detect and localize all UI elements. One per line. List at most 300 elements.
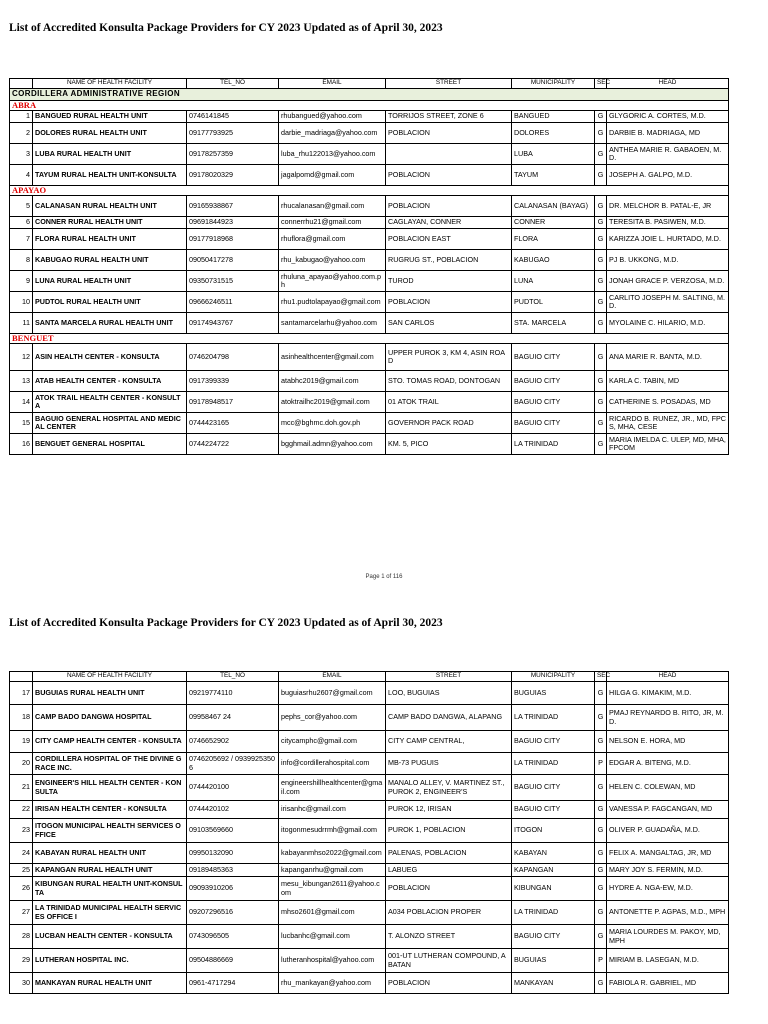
sector-cell: G — [595, 731, 607, 753]
tel-no-cell: 09178257359 — [187, 144, 279, 165]
street-cell: CAGLAYAN, CONNER — [386, 217, 512, 229]
municipality-cell: PUDTOL — [512, 292, 595, 313]
municipality-cell: ITOGON — [512, 819, 595, 843]
head-cell: FABIOLA R. GABRIEL, MD — [607, 973, 729, 994]
head-cell: DR. MELCHOR B. PATAL-E, JR — [607, 196, 729, 217]
municipality-cell: LUNA — [512, 271, 595, 292]
facility-name-cell: KABAYAN RURAL HEALTH UNIT — [33, 843, 187, 864]
facility-name-cell: CAMP BADO DANGWA HOSPITAL — [33, 705, 187, 731]
email-cell: connerrhu21@gmail.com — [279, 217, 386, 229]
email-cell: citycamphc@gmail.com — [279, 731, 386, 753]
table-row — [10, 371, 729, 392]
municipality-cell: LA TRINIDAD — [512, 434, 595, 455]
head-cell: HYDRE A. NGA-EW, M.D. — [607, 877, 729, 901]
page-title: List of Accredited Konsulta Package Providers for CY 2023 Updated as of April 30, 2023 — [9, 617, 443, 629]
sector-cell: G — [595, 705, 607, 731]
table-row — [10, 413, 729, 434]
province-header — [10, 101, 729, 111]
head-cell: JOSEPH A. GALPO, M.D. — [607, 165, 729, 186]
sector-cell: G — [595, 313, 607, 334]
email-cell: irisanhc@gmail.com — [279, 801, 386, 819]
sector-cell: G — [595, 801, 607, 819]
facility-name-cell: BAGUIO GENERAL HOSPITAL AND MEDICAL CENTER — [33, 413, 187, 434]
tel-no-cell: 09958467 24 — [187, 705, 279, 731]
tel-no-cell: 09177793925 — [187, 123, 279, 144]
head-cell: KARIZZA JOIE L. HURTADO, M.D. — [607, 229, 729, 250]
row-number-cell: 8 — [10, 250, 33, 271]
tel-no-cell: 09189485363 — [187, 864, 279, 877]
facility-name-cell: ENGINEER'S HILL HEALTH CENTER - KONSULTA — [33, 775, 187, 801]
street-cell: PUROK 12, IRISAN — [386, 801, 512, 819]
street-cell: POBLACION — [386, 123, 512, 144]
facility-name-cell: KABUGAO RURAL HEALTH UNIT — [33, 250, 187, 271]
tel-no-cell: 0746141845 — [187, 111, 279, 123]
header-email: EMAIL — [279, 79, 386, 89]
row-number-cell: 7 — [10, 229, 33, 250]
row-number-cell: 23 — [10, 819, 33, 843]
table-row — [10, 250, 729, 271]
street-cell: LOO, BUGUIAS — [386, 682, 512, 705]
tel-no-cell: 0744224722 — [187, 434, 279, 455]
tel-no-cell: 0746652902 — [187, 731, 279, 753]
facility-name-cell: LUBA RURAL HEALTH UNIT — [33, 144, 187, 165]
sector-cell: G — [595, 392, 607, 413]
street-cell: POBLACION — [386, 292, 512, 313]
head-cell: EDGAR A. BITENG, M.D. — [607, 753, 729, 775]
provider-table — [9, 78, 729, 455]
sector-cell: G — [595, 165, 607, 186]
sector-cell: G — [595, 344, 607, 371]
sector-cell: G — [595, 973, 607, 994]
tel-no-cell: 0961-4717294 — [187, 973, 279, 994]
row-number-cell: 14 — [10, 392, 33, 413]
row-number-cell: 22 — [10, 801, 33, 819]
head-cell: VANESSA P. FAGCANGAN, MD — [607, 801, 729, 819]
table-row — [10, 271, 729, 292]
head-cell: FELIX A. MANGALTAG, JR, MD — [607, 843, 729, 864]
email-cell: rhuflora@gmail.com — [279, 229, 386, 250]
province-header-label: ABRA — [10, 101, 729, 111]
header-facility: NAME OF HEALTH FACILITY — [33, 79, 187, 89]
facility-name-cell: BANGUED RURAL HEALTH UNIT — [33, 111, 187, 123]
row-number-cell: 9 — [10, 271, 33, 292]
email-cell: pephs_cor@yahoo.com — [279, 705, 386, 731]
tel-no-cell: 09093910206 — [187, 877, 279, 901]
table-row — [10, 949, 729, 973]
email-cell: kapanganrhu@gmail.com — [279, 864, 386, 877]
sector-cell: G — [595, 217, 607, 229]
facility-name-cell: PUDTOL RURAL HEALTH UNIT — [33, 292, 187, 313]
email-cell: engineershillhealthcenter@gmail.com — [279, 775, 386, 801]
facility-name-cell: CITY CAMP HEALTH CENTER - KONSULTA — [33, 731, 187, 753]
head-cell: ANA MARIE R. BANTA, M.D. — [607, 344, 729, 371]
street-cell: KM. 5, PICO — [386, 434, 512, 455]
sector-cell: G — [595, 371, 607, 392]
tel-no-cell: 0744420100 — [187, 775, 279, 801]
facility-name-cell: BENGUET GENERAL HOSPITAL — [33, 434, 187, 455]
table-row — [10, 973, 729, 994]
table-row — [10, 775, 729, 801]
facility-name-cell: ATOK TRAIL HEALTH CENTER - KONSULTA — [33, 392, 187, 413]
row-number-cell: 6 — [10, 217, 33, 229]
header-head: HEAD — [607, 79, 729, 89]
table-row — [10, 196, 729, 217]
street-cell: SAN CARLOS — [386, 313, 512, 334]
facility-name-cell: CONNER RURAL HEALTH UNIT — [33, 217, 187, 229]
province-header-label: BENGUET — [10, 334, 729, 344]
municipality-cell: FLORA — [512, 229, 595, 250]
facility-name-cell: CORDILLERA HOSPITAL OF THE DIVINE GRACE INC. — [33, 753, 187, 775]
sector-cell: G — [595, 877, 607, 901]
facility-name-cell: SANTA MARCELA RURAL HEALTH UNIT — [33, 313, 187, 334]
tel-no-cell: 0746205692 / 09399253506 — [187, 753, 279, 775]
head-cell: MYOLAINE C. HILARIO, M.D. — [607, 313, 729, 334]
head-cell: HILGA G. KIMAKIM, M.D. — [607, 682, 729, 705]
email-cell: rhu_mankayan@yahoo.com — [279, 973, 386, 994]
street-cell: 001-UT LUTHERAN COMPOUND, ABATAN — [386, 949, 512, 973]
municipality-cell: TAYUM — [512, 165, 595, 186]
street-cell — [386, 144, 512, 165]
street-cell: CAMP BADO DANGWA, ALAPANG — [386, 705, 512, 731]
tel-no-cell: 09666246511 — [187, 292, 279, 313]
head-cell: GLYGORIC A. CORTES, M.D. — [607, 111, 729, 123]
sector-cell: P — [595, 753, 607, 775]
row-number-cell: 16 — [10, 434, 33, 455]
head-cell: MARY JOY S. FERMIN, M.D. — [607, 864, 729, 877]
tel-no-cell: 09350731515 — [187, 271, 279, 292]
province-header — [10, 186, 729, 196]
table-row — [10, 705, 729, 731]
row-number-cell: 11 — [10, 313, 33, 334]
municipality-cell: DOLORES — [512, 123, 595, 144]
header-no — [10, 79, 33, 89]
header-municipality: MUNICIPALITY — [512, 672, 595, 682]
email-cell: rhubangued@yahoo.com — [279, 111, 386, 123]
email-cell: kabayanmhso2022@gmail.com — [279, 843, 386, 864]
row-number-cell: 18 — [10, 705, 33, 731]
table-row — [10, 434, 729, 455]
header-sec: SEC — [595, 672, 607, 682]
row-number-cell: 28 — [10, 925, 33, 949]
table-row — [10, 392, 729, 413]
facility-name-cell: ITOGON MUNICIPAL HEALTH SERVICES OFFICE — [33, 819, 187, 843]
row-number-cell: 24 — [10, 843, 33, 864]
head-cell: PMAJ REYNARDO B. RITO, JR, M.D. — [607, 705, 729, 731]
header-email: EMAIL — [279, 672, 386, 682]
facility-name-cell: LUTHERAN HOSPITAL INC. — [33, 949, 187, 973]
table-row — [10, 843, 729, 864]
head-cell: OLIVER P. GUADAÑA, M.D. — [607, 819, 729, 843]
street-cell: MB-73 PUGUIS — [386, 753, 512, 775]
email-cell: jagalpomd@gmail.com — [279, 165, 386, 186]
street-cell: POBLACION EAST — [386, 229, 512, 250]
email-cell: bgghmail.admn@yahoo.com — [279, 434, 386, 455]
street-cell: STO. TOMAS ROAD, DONTOGAN — [386, 371, 512, 392]
facility-name-cell: LUNA RURAL HEALTH UNIT — [33, 271, 187, 292]
sector-cell: G — [595, 111, 607, 123]
municipality-cell: CONNER — [512, 217, 595, 229]
table-row — [10, 753, 729, 775]
facility-name-cell: IRISAN HEALTH CENTER - KONSULTA — [33, 801, 187, 819]
tel-no-cell: 0917399339 — [187, 371, 279, 392]
tel-no-cell: 09207296516 — [187, 901, 279, 925]
header-tel: TEL_NO — [187, 672, 279, 682]
head-cell: HELEN C. COLEWAN, MD — [607, 775, 729, 801]
tel-no-cell: 0744420102 — [187, 801, 279, 819]
table-row — [10, 682, 729, 705]
head-cell: TERESITA B. PASIWEN, M.D. — [607, 217, 729, 229]
municipality-cell: STA. MARCELA — [512, 313, 595, 334]
street-cell: MANALO ALLEY, V. MARTINEZ ST., PUROK 2, ENGINEER'S — [386, 775, 512, 801]
municipality-cell: BAGUIO CITY — [512, 344, 595, 371]
row-number-cell: 10 — [10, 292, 33, 313]
sector-cell: G — [595, 144, 607, 165]
street-cell: PUROK 1, POBLACION — [386, 819, 512, 843]
email-cell: itogonmesudrrmh@gmail.com — [279, 819, 386, 843]
municipality-cell: LA TRINIDAD — [512, 753, 595, 775]
street-cell: PALENAS, POBLACION — [386, 843, 512, 864]
street-cell: A034 POBLACION PROPER — [386, 901, 512, 925]
row-number-cell: 25 — [10, 864, 33, 877]
table-row — [10, 313, 729, 334]
tel-no-cell: 09691844923 — [187, 217, 279, 229]
municipality-cell: BAGUIO CITY — [512, 371, 595, 392]
facility-name-cell: LUCBAN HEALTH CENTER - KONSULTA — [33, 925, 187, 949]
email-cell: darbie_madriaga@yahoo.com — [279, 123, 386, 144]
table-row — [10, 819, 729, 843]
head-cell: CATHERINE S. POSADAS, MD — [607, 392, 729, 413]
sector-cell: G — [595, 271, 607, 292]
provider-table — [9, 671, 729, 994]
facility-name-cell: DOLORES RURAL HEALTH UNIT — [33, 123, 187, 144]
municipality-cell: BUGUIAS — [512, 949, 595, 973]
municipality-cell: BAGUIO CITY — [512, 801, 595, 819]
tel-no-cell: 09177918968 — [187, 229, 279, 250]
header-sec: SEC — [595, 79, 607, 89]
region-header-label: CORDILLERA ADMINISTRATIVE REGION — [10, 89, 729, 101]
email-cell: mesu_kibungan2611@yahoo.com — [279, 877, 386, 901]
table-row — [10, 111, 729, 123]
row-number-cell: 5 — [10, 196, 33, 217]
email-cell: buguiasrhu2607@gmail.com — [279, 682, 386, 705]
tel-no-cell: 09178020329 — [187, 165, 279, 186]
province-header-label: APAYAO — [10, 186, 729, 196]
head-cell: MIRIAM B. LASEGAN, M.D. — [607, 949, 729, 973]
municipality-cell: BAGUIO CITY — [512, 775, 595, 801]
sector-cell: G — [595, 123, 607, 144]
head-cell: CARLITO JOSEPH M. SALTING, M.D. — [607, 292, 729, 313]
header-no — [10, 672, 33, 682]
header-municipality: MUNICIPALITY — [512, 79, 595, 89]
table-row — [10, 901, 729, 925]
tel-no-cell: 09504886669 — [187, 949, 279, 973]
sector-cell: G — [595, 229, 607, 250]
facility-name-cell: FLORA RURAL HEALTH UNIT — [33, 229, 187, 250]
sector-cell: G — [595, 292, 607, 313]
street-cell: T. ALONZO STREET — [386, 925, 512, 949]
table-header-row — [10, 672, 729, 682]
street-cell: POBLACION — [386, 973, 512, 994]
sector-cell: G — [595, 250, 607, 271]
municipality-cell: KABAYAN — [512, 843, 595, 864]
street-cell: POBLACION — [386, 196, 512, 217]
municipality-cell: BAGUIO CITY — [512, 392, 595, 413]
municipality-cell: KIBUNGAN — [512, 877, 595, 901]
row-number-cell: 4 — [10, 165, 33, 186]
street-cell: CITY CAMP CENTRAL, — [386, 731, 512, 753]
header-facility: NAME OF HEALTH FACILITY — [33, 672, 187, 682]
row-number-cell: 17 — [10, 682, 33, 705]
tel-no-cell: 0743096505 — [187, 925, 279, 949]
row-number-cell: 30 — [10, 973, 33, 994]
street-cell: TUROD — [386, 271, 512, 292]
facility-name-cell: LA TRINIDAD MUNICIPAL HEALTH SERVICES OFFICE I — [33, 901, 187, 925]
tel-no-cell: 09165938867 — [187, 196, 279, 217]
street-cell: UPPER PUROK 3, KM 4, ASIN ROAD — [386, 344, 512, 371]
email-cell: lucbanhc@gmail.com — [279, 925, 386, 949]
table-row — [10, 217, 729, 229]
facility-name-cell: MANKAYAN RURAL HEALTH UNIT — [33, 973, 187, 994]
municipality-cell: BAGUIO CITY — [512, 413, 595, 434]
tel-no-cell: 0746204798 — [187, 344, 279, 371]
row-number-cell: 27 — [10, 901, 33, 925]
email-cell: mhso2601@gmail.com — [279, 901, 386, 925]
head-cell: PJ B. UKKONG, M.D. — [607, 250, 729, 271]
row-number-cell: 1 — [10, 111, 33, 123]
tel-no-cell: 09219774110 — [187, 682, 279, 705]
municipality-cell: LUBA — [512, 144, 595, 165]
municipality-cell: BAGUIO CITY — [512, 925, 595, 949]
tel-no-cell: 09103569660 — [187, 819, 279, 843]
row-number-cell: 19 — [10, 731, 33, 753]
header-head: HEAD — [607, 672, 729, 682]
province-header — [10, 334, 729, 344]
table-row — [10, 344, 729, 371]
sector-cell: G — [595, 434, 607, 455]
head-cell: ANTONETTE P. AGPAS, M.D., MPH — [607, 901, 729, 925]
head-cell: MARIA IMELDA C. ULEP, MD, MHA, FPCOM — [607, 434, 729, 455]
email-cell: luba_rhu122013@yahoo.com — [279, 144, 386, 165]
email-cell: asinhealthcenter@gmail.com — [279, 344, 386, 371]
head-cell: JONAH GRACE P. VERZOSA, M.D. — [607, 271, 729, 292]
table-row — [10, 292, 729, 313]
email-cell: santamarcelarhu@yahoo.com — [279, 313, 386, 334]
municipality-cell: BUGUIAS — [512, 682, 595, 705]
sector-cell: G — [595, 901, 607, 925]
facility-name-cell: TAYUM RURAL HEALTH UNIT-KONSULTA — [33, 165, 187, 186]
facility-name-cell: ASIN HEALTH CENTER - KONSULTA — [33, 344, 187, 371]
municipality-cell: BANGUED — [512, 111, 595, 123]
facility-name-cell: KAPANGAN RURAL HEALTH UNIT — [33, 864, 187, 877]
head-cell: RICARDO B. RUNEZ, JR., MD, FPCS, MHA, CESE — [607, 413, 729, 434]
table-row — [10, 165, 729, 186]
table-row — [10, 801, 729, 819]
facility-name-cell: ATAB HEALTH CENTER - KONSULTA — [33, 371, 187, 392]
row-number-cell: 3 — [10, 144, 33, 165]
email-cell: info@cordillerahospital.com — [279, 753, 386, 775]
municipality-cell: KAPANGAN — [512, 864, 595, 877]
street-cell: LABUEG — [386, 864, 512, 877]
tel-no-cell: 0744423165 — [187, 413, 279, 434]
street-cell: 01 ATOK TRAIL — [386, 392, 512, 413]
row-number-cell: 21 — [10, 775, 33, 801]
municipality-cell: KABUGAO — [512, 250, 595, 271]
row-number-cell: 15 — [10, 413, 33, 434]
email-cell: rhucalanasan@gmail.com — [279, 196, 386, 217]
facility-name-cell: CALANASAN RURAL HEALTH UNIT — [33, 196, 187, 217]
sector-cell: G — [595, 775, 607, 801]
municipality-cell: CALANASAN (BAYAG) — [512, 196, 595, 217]
email-cell: rhuluna_apayao@yahoo.com.ph — [279, 271, 386, 292]
head-cell: NELSON E. HORA, MD — [607, 731, 729, 753]
municipality-cell: BAGUIO CITY — [512, 731, 595, 753]
tel-no-cell: 09050417278 — [187, 250, 279, 271]
municipality-cell: LA TRINIDAD — [512, 705, 595, 731]
email-cell: mcc@bghmc.doh.gov.ph — [279, 413, 386, 434]
row-number-cell: 20 — [10, 753, 33, 775]
tel-no-cell: 09174943767 — [187, 313, 279, 334]
email-cell: atabhc2019@gmail.com — [279, 371, 386, 392]
sector-cell: P — [595, 949, 607, 973]
header-street: STREET — [386, 672, 512, 682]
table-row — [10, 123, 729, 144]
street-cell: POBLACION — [386, 165, 512, 186]
sector-cell: G — [595, 819, 607, 843]
table-row — [10, 925, 729, 949]
header-tel: TEL_NO — [187, 79, 279, 89]
table-row — [10, 731, 729, 753]
street-cell: TORRIJOS STREET, ZONE 6 — [386, 111, 512, 123]
table-header-row — [10, 79, 729, 89]
tel-no-cell: 09950132090 — [187, 843, 279, 864]
row-number-cell: 2 — [10, 123, 33, 144]
sector-cell: G — [595, 413, 607, 434]
table-row — [10, 229, 729, 250]
header-street: STREET — [386, 79, 512, 89]
facility-name-cell: KIBUNGAN RURAL HEALTH UNIT-KONSULTA — [33, 877, 187, 901]
row-number-cell: 29 — [10, 949, 33, 973]
sector-cell: G — [595, 925, 607, 949]
email-cell: rhu_kabugao@yahoo.com — [279, 250, 386, 271]
sector-cell: G — [595, 682, 607, 705]
row-number-cell: 26 — [10, 877, 33, 901]
municipality-cell: MANKAYAN — [512, 973, 595, 994]
email-cell: lutheranhospital@yahoo.com — [279, 949, 386, 973]
sector-cell: G — [595, 196, 607, 217]
table-row — [10, 864, 729, 877]
head-cell: MARIA LOURDES M. PAKOY, MD, MPH — [607, 925, 729, 949]
head-cell: KARLA C. TABIN, MD — [607, 371, 729, 392]
region-header — [10, 89, 729, 101]
head-cell: ANTHEA MARIE R. GABAOEN, M.D. — [607, 144, 729, 165]
table-row — [10, 877, 729, 901]
facility-name-cell: BUGUIAS RURAL HEALTH UNIT — [33, 682, 187, 705]
page-title: List of Accredited Konsulta Package Providers for CY 2023 Updated as of April 30, 2023 — [9, 22, 443, 34]
page-footer: Page 1 of 116 — [365, 574, 403, 580]
street-cell: RUGRUG ST., POBLACION — [386, 250, 512, 271]
table-row — [10, 144, 729, 165]
municipality-cell: LA TRINIDAD — [512, 901, 595, 925]
head-cell: DARBIE B. MADRIAGA, MD — [607, 123, 729, 144]
row-number-cell: 13 — [10, 371, 33, 392]
street-cell: GOVERNOR PACK ROAD — [386, 413, 512, 434]
street-cell: POBLACION — [386, 877, 512, 901]
email-cell: rhu1.pudtolapayao@gmail.com — [279, 292, 386, 313]
sector-cell: G — [595, 843, 607, 864]
sector-cell: G — [595, 864, 607, 877]
row-number-cell: 12 — [10, 344, 33, 371]
tel-no-cell: 09178948517 — [187, 392, 279, 413]
